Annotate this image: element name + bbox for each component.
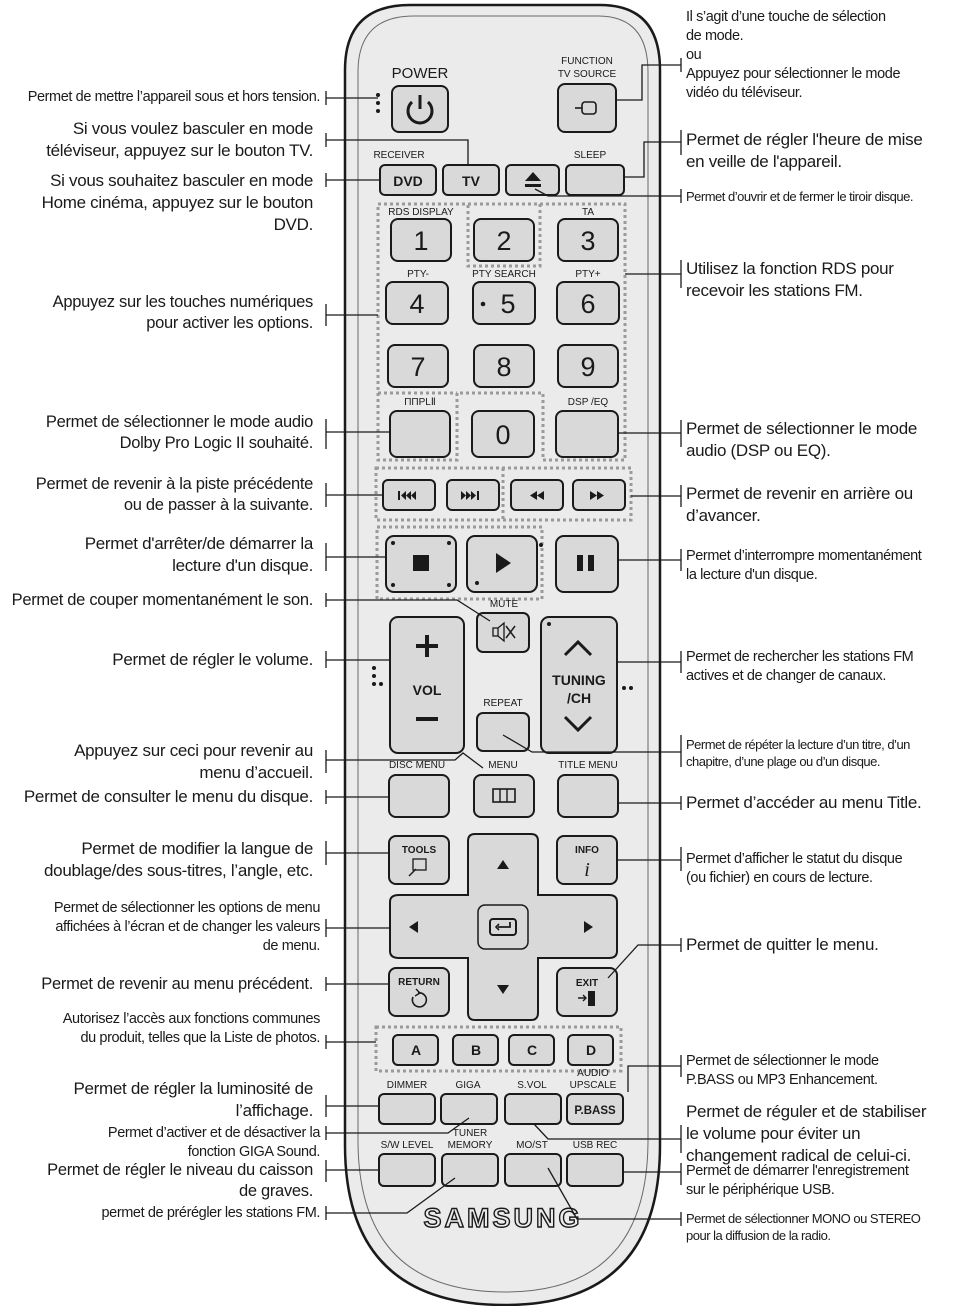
svg-text:VOL: VOL [412,682,442,698]
annotation-search: Permet de revenir en arrière ou d’avancer. [686,484,913,525]
annotation-dimmer: Permet de régler la luminosité de l’affichage. [73,1079,313,1120]
svol-label: S.VOL [517,1080,547,1091]
annotation-dsp-eq: Permet de sélectionner le mode audio (DSP ou EQ). [686,419,918,460]
annotation-sleep: Permet de régler l'heure de mise en veille de l'appareil. [686,130,923,171]
power-label: POWER [391,65,449,82]
sleep-label: SLEEP [573,150,607,161]
annotation-pbass: Permet de sélectionner le mode P.BASS ou MP3 Enhancement. [686,1053,879,1088]
svg-text:EXIT: EXIT [575,978,599,989]
menu-button [474,775,534,817]
annotation-repeat: Permet de répéter la lecture d’un titre, d’un chapitre, d’une plage ou d’un disque. [686,737,910,769]
annotation-title-menu: Permet d’accéder au menu Title. [686,793,922,812]
svg-text:4: 4 [409,289,425,319]
tools-button [389,836,449,884]
annotation-info: Permet d’afficher le statut du disque (ou fichier) en cours de lecture. [686,851,903,886]
svg-text:RETURN: RETURN [398,977,440,988]
giga-label: GIGA [455,1080,481,1091]
stop-icon [413,555,429,571]
annotation-mo-st: Permet de sélectionner MONO ou STEREO pour la diffusion de la radio. [686,1211,921,1243]
dimmer-label: DIMMER [386,1080,428,1091]
menu-label: MENU [488,760,518,771]
rds-display-label: RDS DISPLAY [388,207,454,218]
annotation-tv: Si vous voulez basculer en mode téléviseur, appuyez sur le bouton TV. [46,119,313,160]
audio-label: AUDIO [577,1068,609,1079]
receiver-label: RECEIVER [373,150,425,161]
annotation-pause: Permet d’interrompre momentanément la lecture d'un disque. [686,548,922,583]
annotation-exit: Permet de quitter le menu. [686,935,879,954]
svg-text:3: 3 [580,226,596,256]
svg-text:2: 2 [496,226,512,256]
annotation-skip: Permet de revenir à la piste précédente ou de passer à la suivante. [35,475,313,514]
giga-button [441,1094,497,1124]
annotation-tuner-memory: permet de prérégler les stations FM. [101,1205,320,1221]
pl2-button [390,411,450,457]
svg-text:6: 6 [580,289,596,319]
annotation-volume: Permet de régler le volume. [112,650,313,669]
pty-search-label: PTY SEARCH [472,269,536,280]
tv-source-label: TV SOURCE [557,69,617,80]
svg-text:TOOLS: TOOLS [401,845,437,856]
annotation-tuning: Permet de rechercher les stations FM actives et de changer de canaux. [686,649,914,684]
samsung-logo: SAMSUNG [423,1203,583,1233]
svg-text:P.BASS: P.BASS [574,1105,616,1117]
function-tv-source-button [558,84,616,132]
tuner-label: TUNER [452,1128,488,1139]
repeat-label: REPEAT [483,698,523,709]
disc-menu-label: DISC MENU [388,760,446,771]
usb-rec-label: USB REC [572,1140,618,1151]
volume-down-icon [416,717,438,721]
svg-text:9: 9 [580,352,596,382]
annotation-function: Il s’agit d’une touche de sélection de mode. ou Appuyez pour sélectionner le mode vidéo du téléviseur. [686,9,901,101]
annotation-tools: Permet de modifier la langue de doublage/des sous-titres, l’angle, etc. [44,839,313,880]
pty-minus-label: PTY- [407,269,429,280]
usb-rec-button [567,1154,623,1186]
annotation-return: Permet de revenir au menu précédent. [41,975,313,993]
title-menu-button [558,775,618,817]
dsp-eq-button [556,411,618,457]
svg-text:A: A [410,1042,422,1058]
annotation-mute: Permet de couper momentanément le son. [11,591,313,609]
annotation-giga: Permet d’activer et de désactiver la fonction GIGA Sound. [107,1125,320,1160]
info-icon: i [584,859,590,881]
mo-st-label: MO/ST [516,1140,548,1151]
memory-label: MEMORY [447,1140,493,1151]
function-label: FUNCTION [561,56,613,67]
mo-st-button [505,1154,561,1186]
sw-level-button [379,1154,435,1186]
ta-label: TA [581,207,595,218]
annotation-numeric: Appuyez sur les touches numériques pour activer les options. [52,293,313,332]
exit-button [557,968,617,1016]
title-menu-label: TITLE MENU [558,760,618,771]
annotation-sw-level: Permet de régler le niveau du caisson de graves. [47,1161,313,1200]
annotation-abcd: Autorisez l’accès aux fonctions communes du produit, telles que la Liste de photos. [62,1011,320,1046]
sw-level-label: S/W LEVEL [380,1140,434,1151]
annotation-usb-rec: Permet de démarrer l'enregistrement sur le périphérique USB. [686,1163,909,1198]
annotation-rds: Utilisez la fonction RDS pour recevoir les stations FM. [686,259,894,300]
svg-text:D: D [585,1042,597,1058]
annotation-navigation: Permet de sélectionner les options de menu affichées à l’écran et de changer les valeurs de menu. [53,900,320,954]
mute-button [477,613,529,652]
annotation-eject: Permet d’ouvrir et de fermer le tiroir disque. [686,189,913,204]
svg-text:0: 0 [495,420,511,450]
pty-plus-label: PTY+ [575,269,601,280]
annotation-disc-menu: Permet de consulter le menu du disque. [23,787,313,806]
svol-button [505,1094,561,1124]
sleep-button [566,165,624,195]
svg-text:7: 7 [410,352,426,382]
svg-text:INFO: INFO [575,845,599,856]
annotation-stop-play: Permet d'arrêter/de démarrer la lecture d'un disque. [84,534,313,575]
svg-text:TV: TV [462,173,480,189]
annotation-power: Permet de mettre l’appareil sous et hors tension. [27,89,320,105]
mute-label: MUTE [489,599,519,610]
svg-text:TUNING: TUNING [552,672,606,688]
dimmer-button [379,1094,435,1124]
annotation-dolby: Permet de sélectionner le mode audio Dolby Pro Logic II souhaité. [45,413,313,452]
svg-text:B: B [470,1042,482,1058]
svg-text:C: C [526,1042,538,1058]
disc-menu-button [389,775,449,817]
annotation-svol: Permet de réguler et de stabiliser le volume pour éviter un changement radical de celui-ci. [686,1102,927,1165]
dsp-eq-label: DSP /EQ [567,397,609,408]
svg-text:DVD: DVD [393,173,423,189]
svg-text:8: 8 [496,352,512,382]
svg-text:5: 5 [500,289,516,319]
pause-button [556,536,618,592]
annotation-home-menu: Appuyez sur ceci pour revenir au menu d’accueil. [74,741,313,782]
svg-text:/CH: /CH [566,690,592,706]
upscale-label: UPSCALE [569,1080,617,1091]
annotation-dvd: Si vous souhaitez basculer en mode Home cinéma, appuyez sur le bouton DVD. [41,171,313,234]
pl2-label: ΠΠPLⅡ [404,397,436,408]
svg-text:1: 1 [413,226,429,256]
